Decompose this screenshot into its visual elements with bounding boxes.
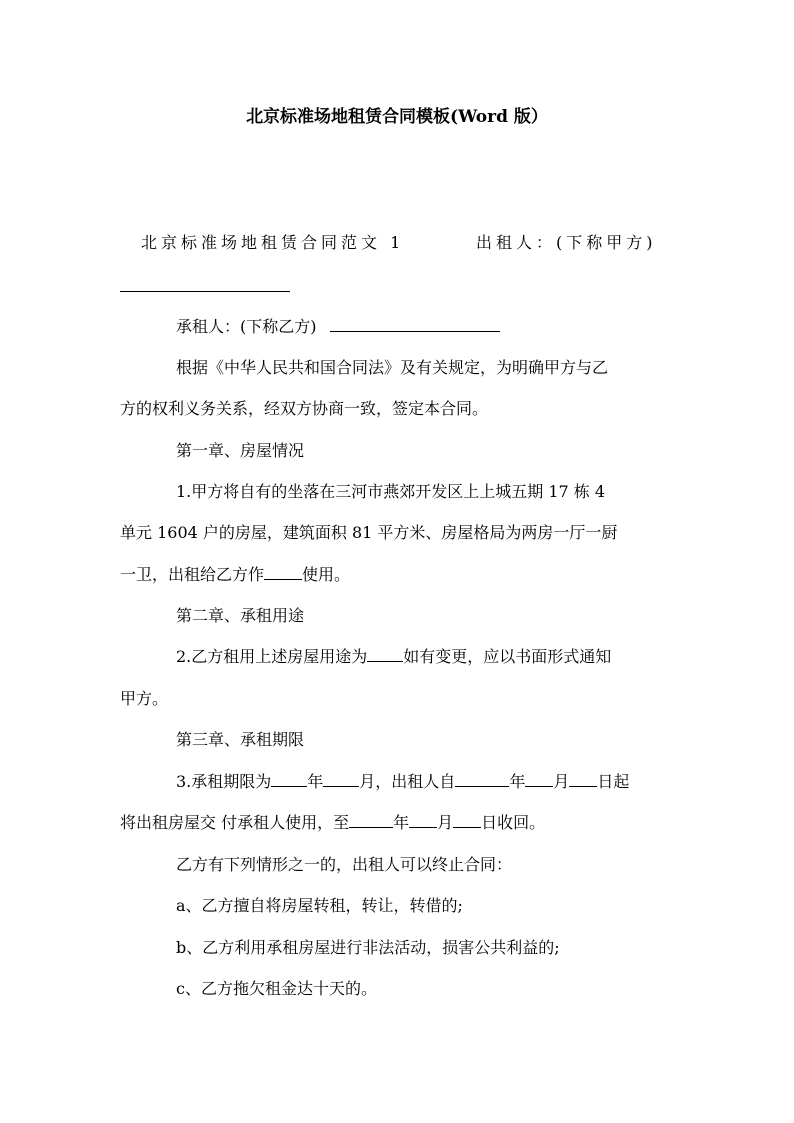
chapter-heading: 第二章、承租用途 [176,606,305,625]
start-year-blank [455,772,509,787]
end-month-blank [409,813,437,828]
lessor-label: 出租人：(下称甲方) [476,233,657,252]
use-blank [264,565,302,580]
paragraph-line: 乙方有下列情形之一的，出租人可以终止合同： [176,855,513,874]
text-segment: 一卫，出租给乙方作 [120,565,265,584]
chapter-heading: 第三章、承租期限 [176,730,305,749]
text-segment: 将出租房屋交 付承租人使用，至 [120,813,350,832]
text-segment: 月 [553,772,570,791]
text-segment: 3.承租期限为 [176,772,272,791]
list-item: a、乙方擅自将房屋转租，转让，转借的; [176,896,463,915]
start-month-blank [525,772,553,787]
text-segment: 日起 [597,772,630,791]
text-segment: 使用。 [302,565,351,584]
paragraph-line: 1.甲方将自有的坐落在三河市燕郊开发区上上城五期 17 栋 4 [176,482,606,501]
list-item: b、乙方利用承租房屋进行非法活动，损害公共利益的; [176,938,560,957]
text-segment: 年 [393,813,410,832]
end-year-blank [349,813,393,828]
text-segment: 月 [437,813,454,832]
contract-heading: 北京标准场地租赁合同范文 1 [141,233,405,252]
paragraph-line: 单元 1604 户的房屋，建筑面积 81 平方米、房屋格局为两房一厅一厨 [120,523,618,542]
start-day-blank [569,772,597,787]
paragraph-line [120,563,350,587]
paragraph-line: 根据《中华人民共和国合同法》及有关规定，为明确甲方与乙 [176,358,609,377]
end-day-blank [453,813,481,828]
document-title: 北京标准场地租赁合同模板(Word 版） [246,107,548,127]
lessee-row [176,315,500,339]
years-blank [271,772,307,787]
purpose-blank [367,647,403,662]
paragraph-line [176,645,611,669]
list-item: c、乙方拖欠租金达十天的。 [176,979,377,998]
lessee-label: 承租人：(下称乙方) [176,317,317,336]
months-blank [323,772,359,787]
text-segment: 2.乙方租用上述房屋用途为 [176,647,368,666]
text-segment: 日收回。 [481,813,546,832]
text-segment: 如有变更，应以书面形式通知 [403,647,612,666]
lessor-blank [120,291,290,292]
chapter-heading: 第一章、房屋情况 [176,441,305,460]
text-segment: 月，出租人自 [359,772,456,791]
lessee-blank [330,317,500,332]
paragraph-line [120,811,545,835]
paragraph-line: 方的权利义务关系，经双方协商一致，签定本合同。 [120,399,489,418]
text-segment: 年 [509,772,526,791]
paragraph-line: 甲方。 [120,689,169,708]
paragraph-line [176,770,629,794]
text-segment: 年 [307,772,324,791]
